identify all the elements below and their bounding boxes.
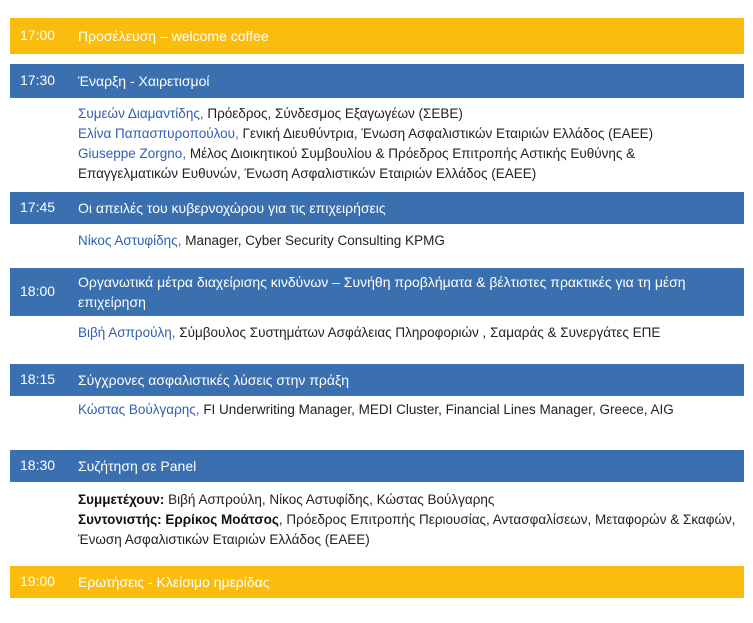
speaker-name: Συμεών Διαμαντίδης, xyxy=(78,106,204,121)
time-label: 18:00 xyxy=(20,283,56,299)
speaker-role: Μέλος Διοικητικού Συμβουλίου & Πρόεδρος Επιτροπής Αστικής Ευθύνης & Επαγγελματικών Ευθυνών, Ένωση Ασφαλιστικών Εταιριών Ελλάδος (ΕΑΕΕ) xyxy=(78,146,636,181)
agenda-row-1900 xyxy=(10,566,744,598)
speaker-line xyxy=(78,323,738,343)
speakers-1730 xyxy=(78,104,738,184)
speaker-name: Νίκος Αστυφίδης, xyxy=(78,233,182,248)
agenda-row-1700 xyxy=(10,18,744,54)
speaker-line xyxy=(78,124,738,144)
agenda-row-1800 xyxy=(10,268,744,316)
speakers-1815 xyxy=(78,400,738,420)
speakers-1800 xyxy=(78,323,738,343)
agenda-row-1830 xyxy=(10,450,744,482)
speaker-role: Σύμβουλος Συστημάτων Ασφάλειας Πληροφοριών , Σαμαράς & Συνεργάτες ΕΠΕ xyxy=(175,325,661,340)
speaker-line xyxy=(78,231,738,251)
agenda-row-1815 xyxy=(10,364,744,396)
speaker-name: Βιβή Ασπρούλη, xyxy=(78,325,176,340)
time-label: 17:45 xyxy=(20,199,56,215)
session-title: Προσέλευση – welcome coffee xyxy=(78,28,269,44)
session-title: Έναρξη - Χαιρετισμοί xyxy=(78,73,210,89)
time-label: 17:00 xyxy=(20,27,56,43)
session-title: Ερωτήσεις - Κλείσιμο ημερίδας xyxy=(78,574,270,590)
speaker-name: Κώστας Βούλγαρης, xyxy=(78,402,200,417)
speaker-name: Giuseppe Zorgno, xyxy=(78,146,187,161)
speaker-line xyxy=(78,400,738,420)
agenda-row-1745 xyxy=(10,192,744,224)
speaker-role: FI Underwriting Manager, MEDI Cluster, Financial Lines Manager, Greece, AIG xyxy=(199,402,674,417)
speaker-line xyxy=(78,104,738,124)
time-label: 18:15 xyxy=(20,371,56,387)
moderator-name: Ερρίκος Μοάτσος xyxy=(161,512,279,527)
speaker-name: Ελίνα Παπασπυροπούλου, xyxy=(78,126,239,141)
panel-participants xyxy=(78,490,738,510)
panel-moderator xyxy=(78,510,738,550)
agenda-row-1730 xyxy=(10,64,744,98)
speaker-role: Πρόεδρος, Σύνδεσμος Εξαγωγέων (ΣΕΒΕ) xyxy=(203,106,463,121)
participants-list: Βιβή Ασπρούλη, Νίκος Αστυφίδης, Κώστας Βούλγαρης xyxy=(164,492,495,507)
speaker-line xyxy=(78,144,738,184)
time-label: 17:30 xyxy=(20,72,56,88)
moderator-role: , Πρόεδρος Επιτροπής Περιουσίας, Αντασφαλίσεων, Μεταφορών & Σκαφών, Ένωση Ασφαλιστικών Εταιριών Ελλάδος (ΕΑΕΕ) xyxy=(78,512,736,547)
session-title: Σύγχρονες ασφαλιστικές λύσεις στην πράξη xyxy=(78,372,350,388)
time-label: 18:30 xyxy=(20,457,56,473)
session-title: Οργανωτικά μέτρα διαχείρισης κινδύνων – Συνήθη προβλήματα & βέλτιστες πρακτικές για τη μέση επιχείρηση xyxy=(78,274,686,310)
speakers-1745 xyxy=(78,231,738,251)
session-title: Οι απειλές του κυβερνοχώρου για τις επιχειρήσεις xyxy=(78,200,386,216)
panel-1830 xyxy=(78,490,738,550)
session-title: Συζήτηση σε Panel xyxy=(78,458,197,474)
participants-label: Συμμετέχουν: xyxy=(78,492,165,507)
speaker-role: Manager, Cyber Security Consulting KPMG xyxy=(181,233,445,248)
moderator-label: Συντονιστής: xyxy=(78,512,162,527)
time-label: 19:00 xyxy=(20,573,56,589)
speaker-role: Γενική Διευθύντρια, Ένωση Ασφαλιστικών Εταιριών Ελλάδος (ΕΑΕΕ) xyxy=(238,126,654,141)
